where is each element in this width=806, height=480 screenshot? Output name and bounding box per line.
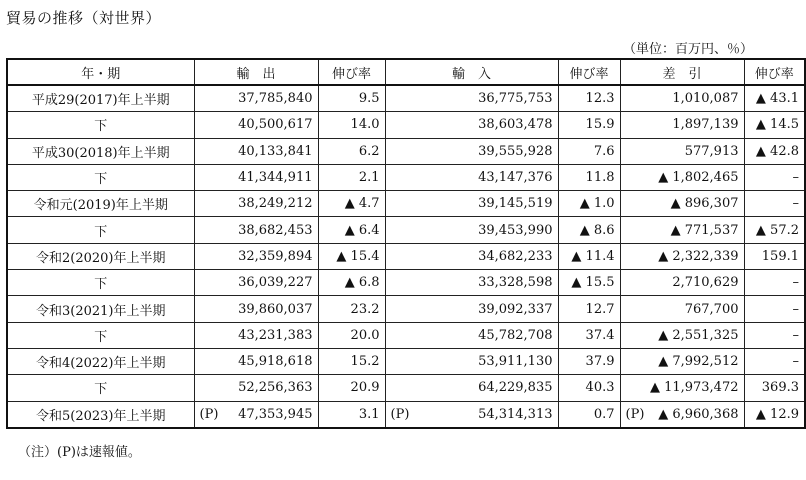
exports-cell: [194, 138, 318, 164]
cell-value: 39,092,337: [478, 301, 553, 317]
table-row: [7, 85, 805, 112]
cell-value: 40,500,617: [238, 117, 313, 133]
trade-table: [6, 58, 806, 429]
balance-cell: [620, 138, 744, 164]
imports-growth-cell: 37.4: [558, 322, 620, 348]
exports-cell: [194, 296, 318, 322]
cell-value: ▲ 6,960,368: [658, 406, 739, 422]
cell-value: 40,133,841: [238, 143, 313, 159]
period-cell: 下: [7, 164, 194, 190]
table-row: [7, 401, 805, 428]
cell-value: ▲ 896,307: [670, 196, 739, 212]
table-row: [7, 296, 805, 322]
imports-growth-cell: 12.3: [558, 85, 620, 112]
exports-cell: [194, 112, 318, 138]
table-row: [7, 270, 805, 296]
cell-value: 39,145,519: [478, 196, 553, 212]
balance-growth-cell: ▲ 12.9: [744, 401, 805, 428]
balance-growth-cell: –: [744, 164, 805, 190]
exports-growth-cell: 2.1: [318, 164, 385, 190]
cell-value: 52,256,363: [238, 380, 313, 396]
cell-value: 38,249,212: [238, 196, 313, 212]
imports-cell: [385, 296, 558, 322]
header-balance-growth: 伸び率: [744, 59, 805, 85]
imports-growth-cell: ▲ 8.6: [558, 217, 620, 243]
imports-growth-cell: 7.6: [558, 138, 620, 164]
cell-value: 2,710,629: [672, 275, 739, 291]
footnote: （注）(P)は速報値。: [18, 445, 141, 460]
exports-growth-cell: 23.2: [318, 296, 385, 322]
exports-growth-cell: ▲ 6.4: [318, 217, 385, 243]
cell-value: ▲ 2,322,339: [658, 248, 739, 264]
balance-cell: [620, 401, 744, 428]
table-row: [7, 322, 805, 348]
cell-value: 36,775,753: [478, 91, 553, 107]
imports-cell: [385, 401, 558, 428]
balance-growth-cell: –: [744, 322, 805, 348]
exports-growth-cell: 14.0: [318, 112, 385, 138]
imports-cell: [385, 217, 558, 243]
cell-value: 577,913: [684, 143, 739, 159]
cell-value: 45,782,708: [478, 327, 553, 343]
preliminary-flag: (P): [199, 406, 219, 422]
table-body: [7, 85, 805, 428]
cell-value: 64,229,835: [478, 380, 553, 396]
imports-growth-cell: ▲ 1.0: [558, 191, 620, 217]
imports-cell: [385, 191, 558, 217]
cell-value: ▲ 11,973,472: [649, 380, 739, 396]
period-cell: 令和2(2020)年上半期: [7, 243, 194, 269]
header-imports: 輸 入: [385, 59, 558, 85]
balance-cell: [620, 85, 744, 112]
page-title: 貿易の推移（対世界）: [6, 9, 162, 27]
balance-cell: [620, 243, 744, 269]
header-imports-growth: 伸び率: [558, 59, 620, 85]
imports-growth-cell: 0.7: [558, 401, 620, 428]
balance-cell: [620, 375, 744, 401]
period-cell: 下: [7, 375, 194, 401]
period-cell: 平成29(2017)年上半期: [7, 85, 194, 112]
imports-growth-cell: 15.9: [558, 112, 620, 138]
cell-value: 38,603,478: [478, 117, 553, 133]
period-cell: 平成30(2018)年上半期: [7, 138, 194, 164]
cell-value: 41,344,911: [238, 170, 313, 186]
header-exports-growth: 伸び率: [318, 59, 385, 85]
cell-value: 33,328,598: [478, 275, 553, 291]
table-row: [7, 164, 805, 190]
period-cell: 下: [7, 322, 194, 348]
balance-growth-cell: 369.3: [744, 375, 805, 401]
cell-value: 39,860,037: [238, 301, 313, 317]
cell-value: 39,555,928: [478, 143, 553, 159]
imports-cell: [385, 138, 558, 164]
imports-cell: [385, 348, 558, 374]
table-row: [7, 191, 805, 217]
cell-value: 1,897,139: [672, 117, 739, 133]
balance-cell: [620, 217, 744, 243]
cell-value: 39,453,990: [478, 222, 553, 238]
imports-cell: [385, 322, 558, 348]
period-cell: 下: [7, 270, 194, 296]
exports-growth-cell: 15.2: [318, 348, 385, 374]
preliminary-flag: (P): [390, 406, 410, 422]
cell-value: 47,353,945: [238, 406, 313, 422]
cell-value: 54,314,313: [478, 406, 553, 422]
balance-growth-cell: ▲ 57.2: [744, 217, 805, 243]
imports-growth-cell: ▲ 11.4: [558, 243, 620, 269]
exports-cell: [194, 191, 318, 217]
imports-growth-cell: 12.7: [558, 296, 620, 322]
exports-growth-cell: 6.2: [318, 138, 385, 164]
imports-growth-cell: ▲ 15.5: [558, 270, 620, 296]
cell-value: 38,682,453: [238, 222, 313, 238]
balance-cell: [620, 112, 744, 138]
exports-cell: [194, 348, 318, 374]
balance-growth-cell: –: [744, 270, 805, 296]
exports-cell: [194, 375, 318, 401]
period-cell: 令和5(2023)年上半期: [7, 401, 194, 428]
exports-growth-cell: ▲ 4.7: [318, 191, 385, 217]
table-row: [7, 348, 805, 374]
imports-cell: [385, 85, 558, 112]
balance-growth-cell: ▲ 14.5: [744, 112, 805, 138]
balance-growth-cell: ▲ 43.1: [744, 85, 805, 112]
cell-value: 1,010,087: [672, 91, 739, 107]
cell-value: 45,918,618: [238, 354, 313, 370]
imports-growth-cell: 37.9: [558, 348, 620, 374]
table-row: [7, 112, 805, 138]
cell-value: 32,359,894: [238, 248, 313, 264]
preliminary-flag: (P): [625, 406, 645, 422]
unit-note: （単位：百万円、％）: [622, 42, 753, 57]
cell-value: 53,911,130: [478, 354, 553, 370]
exports-growth-cell: ▲ 15.4: [318, 243, 385, 269]
exports-growth-cell: 20.9: [318, 375, 385, 401]
cell-value: 43,147,376: [478, 170, 553, 186]
cell-value: 767,700: [684, 301, 739, 317]
exports-cell: [194, 85, 318, 112]
balance-cell: [620, 164, 744, 190]
imports-cell: [385, 243, 558, 269]
balance-growth-cell: 159.1: [744, 243, 805, 269]
imports-cell: [385, 270, 558, 296]
cell-value: ▲ 771,537: [670, 222, 739, 238]
header-row: [7, 59, 805, 85]
imports-growth-cell: 11.8: [558, 164, 620, 190]
period-cell: 下: [7, 217, 194, 243]
balance-cell: [620, 322, 744, 348]
balance-cell: [620, 191, 744, 217]
cell-value: 43,231,383: [238, 327, 313, 343]
period-cell: 令和3(2021)年上半期: [7, 296, 194, 322]
exports-growth-cell: ▲ 6.8: [318, 270, 385, 296]
period-cell: 下: [7, 112, 194, 138]
cell-value: ▲ 2,551,325: [658, 327, 739, 343]
cell-value: ▲ 1,802,465: [658, 170, 739, 186]
imports-cell: [385, 164, 558, 190]
table-row: [7, 375, 805, 401]
cell-value: 34,682,233: [478, 248, 553, 264]
exports-cell: [194, 243, 318, 269]
imports-growth-cell: 40.3: [558, 375, 620, 401]
exports-cell: [194, 217, 318, 243]
exports-growth-cell: 20.0: [318, 322, 385, 348]
exports-cell: [194, 322, 318, 348]
exports-cell: [194, 270, 318, 296]
balance-growth-cell: –: [744, 296, 805, 322]
table-row: [7, 243, 805, 269]
exports-cell: [194, 164, 318, 190]
imports-cell: [385, 112, 558, 138]
header-period: 年・期: [7, 59, 194, 85]
table-row: [7, 217, 805, 243]
imports-cell: [385, 375, 558, 401]
cell-value: 36,039,227: [238, 275, 313, 291]
balance-growth-cell: ▲ 42.8: [744, 138, 805, 164]
cell-value: ▲ 7,992,512: [658, 354, 739, 370]
cell-value: 37,785,840: [238, 91, 313, 107]
table-row: [7, 138, 805, 164]
exports-growth-cell: 9.5: [318, 85, 385, 112]
exports-cell: [194, 401, 318, 428]
period-cell: 令和元(2019)年上半期: [7, 191, 194, 217]
balance-growth-cell: –: [744, 191, 805, 217]
header-exports: 輸 出: [194, 59, 318, 85]
header-balance: 差 引: [620, 59, 744, 85]
exports-growth-cell: 3.1: [318, 401, 385, 428]
period-cell: 令和4(2022)年上半期: [7, 348, 194, 374]
balance-cell: [620, 270, 744, 296]
balance-cell: [620, 348, 744, 374]
balance-growth-cell: –: [744, 348, 805, 374]
balance-cell: [620, 296, 744, 322]
